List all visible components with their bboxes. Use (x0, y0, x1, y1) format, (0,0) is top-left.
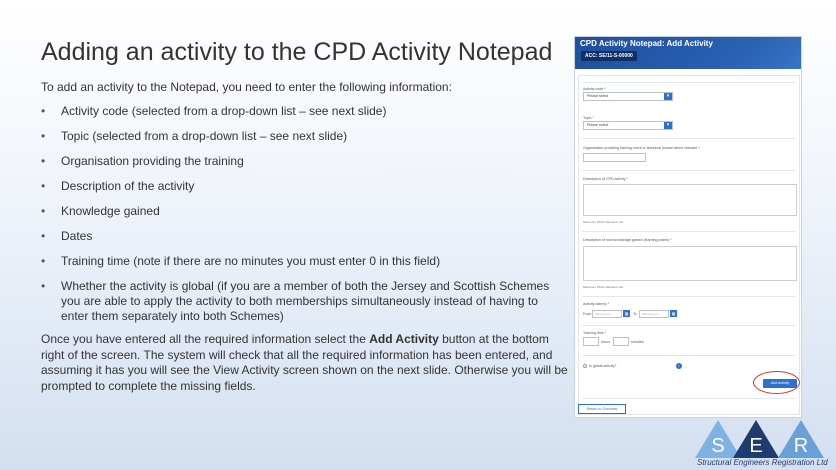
divider (582, 82, 796, 83)
knowledge-label: Description of new knowledge gained (learning points) * (583, 238, 672, 242)
slide-title: Adding an activity to the CPD Activity Notepad (41, 38, 553, 66)
bullet-item: • Knowledge gained (41, 204, 566, 219)
knowledge-textarea[interactable] (583, 246, 797, 281)
divider (582, 296, 796, 297)
hours-label: hours (601, 340, 610, 344)
screenshot-title: CPD Activity Notepad: Add Activity (580, 39, 713, 48)
dates-label: Activity date(s) * (583, 302, 609, 306)
logo-letter-r: R (793, 435, 809, 457)
info-icon[interactable]: i (676, 363, 682, 369)
divider (582, 355, 796, 356)
outro-text-bold: Add Activity (369, 332, 439, 346)
minutes-label: minutes (631, 340, 644, 344)
calendar-icon[interactable]: ▦ (624, 311, 629, 316)
divider (582, 231, 796, 232)
bullet-item: • Organisation providing the training (41, 154, 566, 169)
logo-letter-e: E (749, 435, 763, 457)
outro-text-start: Once you have entered all the required information select the (41, 332, 370, 346)
add-activity-form (578, 75, 800, 415)
divider (582, 398, 796, 399)
topic-value: Please select (587, 123, 609, 127)
screenshot-header (575, 37, 801, 69)
bullet-item: • Training time (note if there are no minutes you must enter 0 in this field) (41, 254, 566, 269)
description-label: Description of CPD activity * (583, 177, 628, 181)
knowledge-char-hint: Maximum 1500 characters left (583, 285, 624, 289)
bullet-item: • Activity code (selected from a drop-down list – see next slide) (41, 104, 566, 119)
divider (582, 138, 796, 139)
outro-text (41, 332, 571, 394)
activity-code-value: Please select (587, 94, 609, 98)
calendar-icon[interactable]: ▦ (671, 311, 676, 316)
chevron-down-icon: ▾ (664, 93, 672, 100)
bullet-item: • Dates (41, 229, 566, 244)
activity-code-select[interactable] (583, 92, 673, 101)
bullet-item: • Topic (selected from a drop-down list – see next slide) (41, 129, 566, 144)
global-activity-label: Is global activity? (589, 364, 617, 368)
topic-select[interactable] (583, 121, 673, 130)
bullet-item: • Whether the activity is global (if you are a member of both the Jersey and Scottish Schemes you are able to apply the activity to both memberships simultaneously instead of having to enter them separately into both Schemes) (41, 279, 566, 324)
return-to-overview-button[interactable]: Return to Overview (578, 404, 626, 414)
acc-badge: ACC: SE/11-S-00000 (581, 51, 637, 61)
intro-text: To add an activity to the Notepad, you need to enter the following information: (41, 80, 452, 94)
info-bullet-list (41, 104, 566, 334)
add-activity-button[interactable]: Add Activity (763, 379, 797, 388)
add-activity-screenshot (574, 36, 802, 418)
highlight-circle (753, 371, 800, 394)
divider (582, 325, 796, 326)
training-time-label: Training time * (583, 331, 607, 335)
logo-caption: Structural Engineers Registration Ltd (697, 458, 828, 467)
outro-text-end: button at the bottom right of the screen. The system will check that all the required information has been entered, and assuming it has you will see the View Activity screen shown on the next slide. Otherwise you will be prompted to complete the missing fields. (41, 332, 568, 393)
topic-label: Topic * (583, 116, 594, 120)
activity-code-label: Activity code * (583, 87, 606, 91)
chevron-down-icon: ▾ (664, 122, 672, 129)
from-date-input[interactable]: dd/mm/yyyy (592, 310, 622, 318)
description-textarea[interactable] (583, 184, 797, 216)
organisation-label: Organisation providing training event or technical journal where relevant * (583, 146, 700, 150)
hours-input[interactable] (583, 337, 599, 346)
from-label: From (583, 312, 592, 316)
global-activity-radio[interactable] (583, 364, 587, 368)
description-char-hint: Maximum 1500 characters left (583, 220, 624, 224)
to-date-input[interactable]: dd/mm/yyyy (639, 310, 669, 318)
minutes-input[interactable] (613, 337, 629, 346)
bullet-item: • Description of the activity (41, 179, 566, 194)
to-label: To (633, 312, 637, 316)
logo-letter-s: S (711, 435, 725, 457)
divider (582, 170, 796, 171)
organisation-input[interactable] (583, 153, 646, 162)
